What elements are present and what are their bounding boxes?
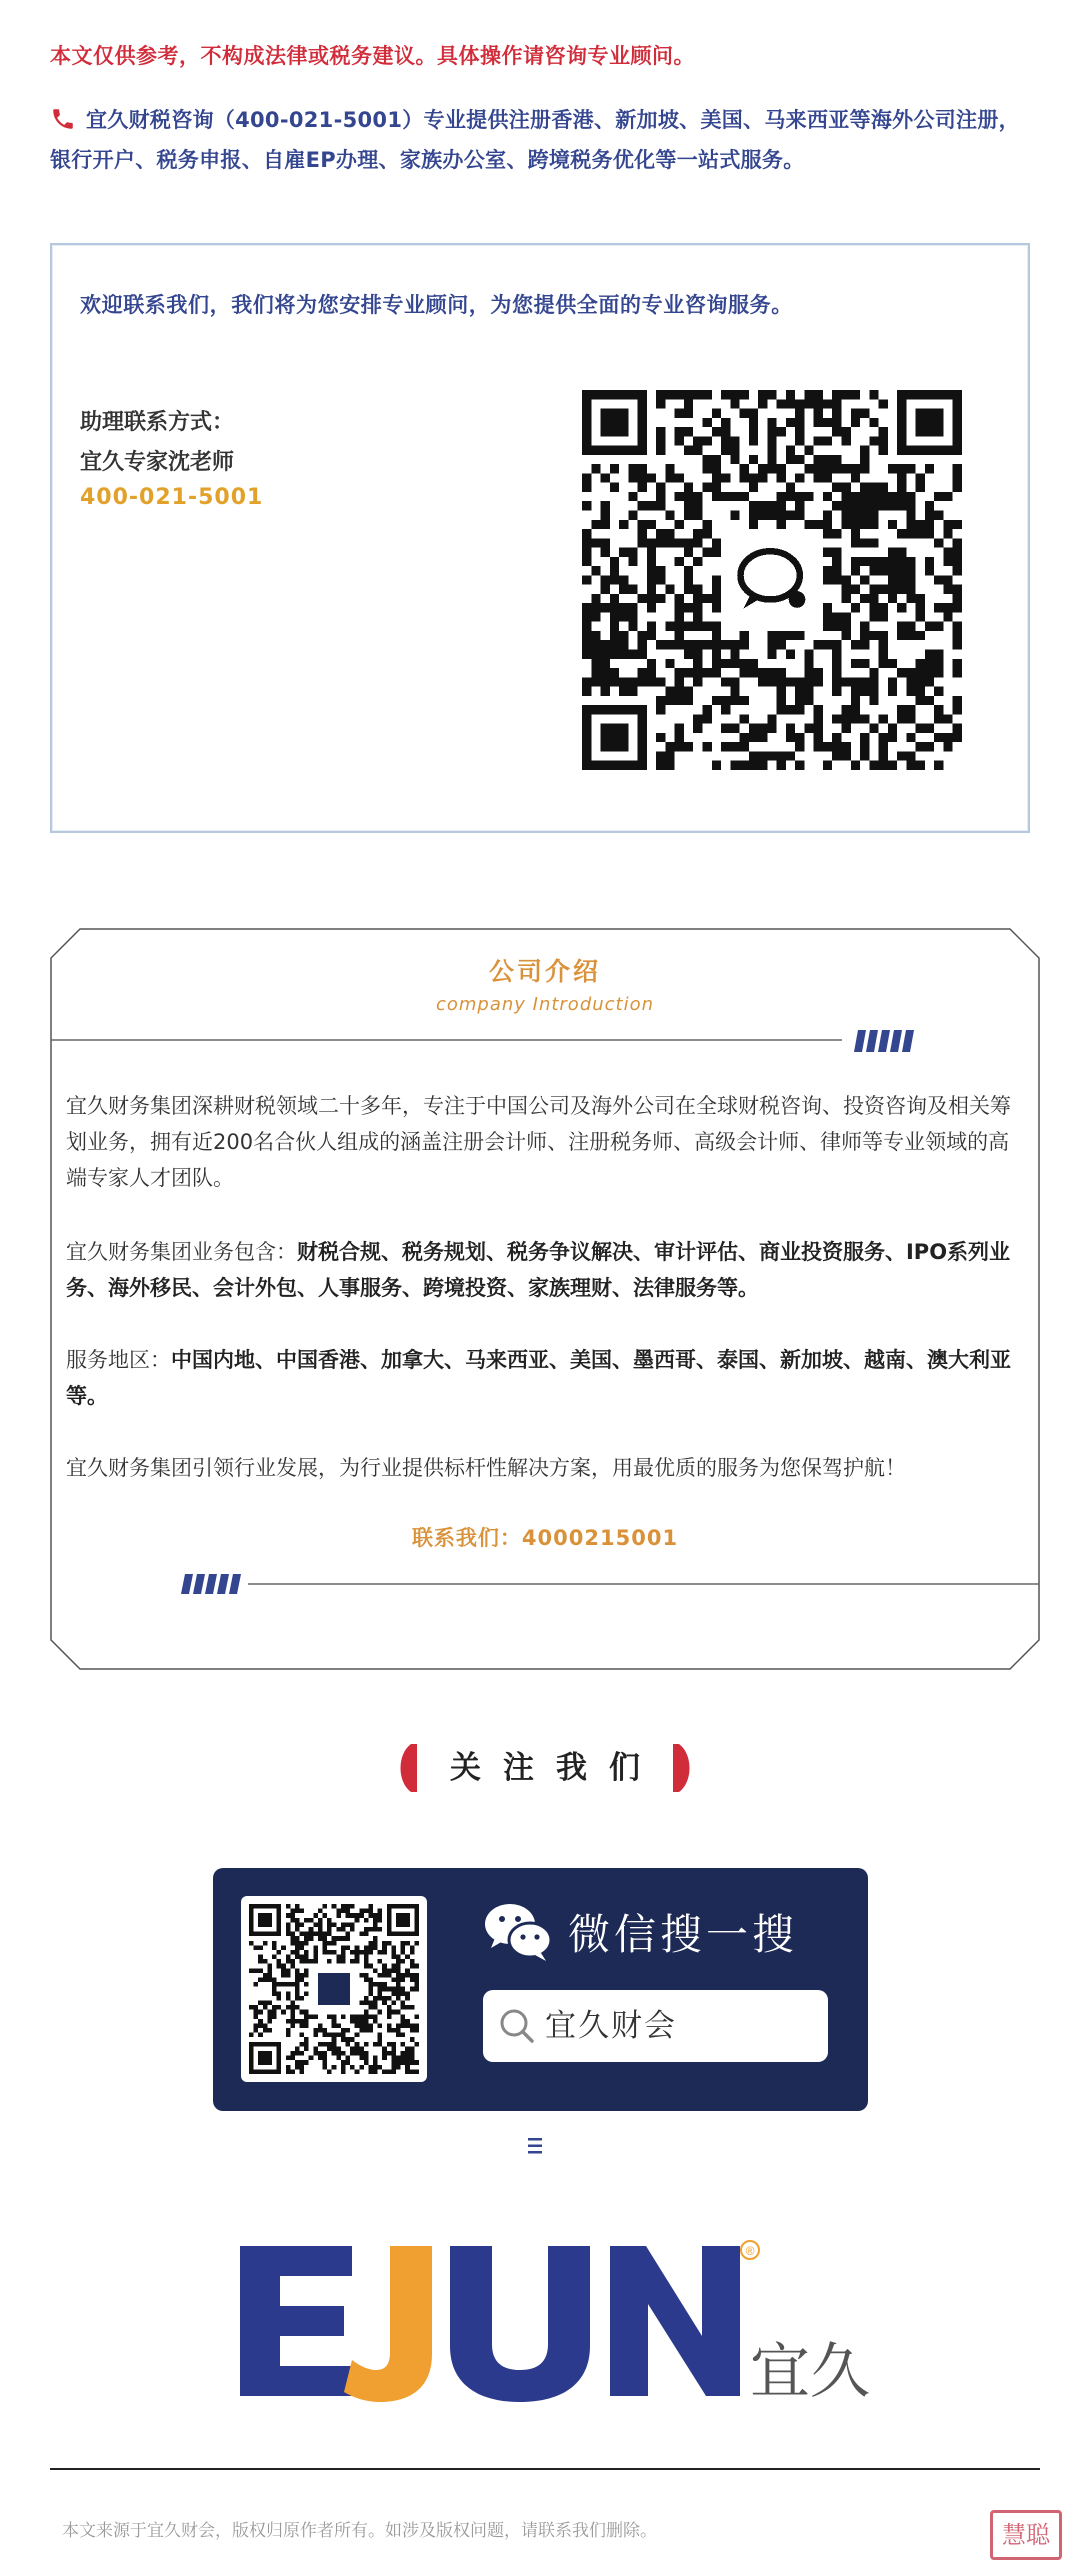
intro-paragraph-3 [66, 1342, 1026, 1414]
assistant-phone[interactable]: 400-021-5001 [80, 485, 264, 510]
wechat-search-keyword: 宜久财会 [545, 2008, 677, 2044]
contact-title: 欢迎联系我们，我们将为您安排专业顾问，为您提供全面的专业咨询服务。 [80, 293, 793, 317]
follow-us-text: 关注我们 [450, 1750, 662, 1786]
copyright-note: 本文来源于宜久财会，版权归原作者所有。如涉及版权问题，请联系我们删除。 [62, 2521, 657, 2541]
wechat-search-box[interactable] [483, 1990, 828, 2062]
intro-contact-line[interactable]: 联系我们：4000215001 [411, 1526, 679, 1550]
service-intro [50, 100, 1040, 180]
service-text: 宜久财税咨询（400-021-5001）专业提供注册香港、新加坡、美国、马来西亚等海外公司注册，银行开户、税务申报、自雇EP办理、家族办公室、跨境税务优化等一站式服务。 [50, 108, 1020, 172]
phone-icon [50, 106, 76, 132]
region-label: 服务地区： [66, 1348, 171, 1372]
intro-paragraph-2 [66, 1234, 1026, 1306]
company-intro-card [50, 928, 1040, 1670]
follow-us-heading [395, 1740, 695, 1796]
menu-lines-icon [525, 2136, 545, 2156]
watermark-seal: 慧聪 [990, 2510, 1062, 2560]
footer-divider [50, 2468, 1040, 2470]
business-list: 财税合规、税务规划、税务争议解决、审计评估、商业投资服务、IPO系列业务、海外移民、会计外包、人事服务、跨境投资、家族理财、法律服务等。 [66, 1240, 1011, 1300]
intro-paragraph-4: 宜久财务集团引领行业发展，为行业提供标杆性解决方案，用最优质的服务为您保驾护航！ [66, 1456, 906, 1480]
disclaimer-text: 本文仅供参考，不构成法律或税务建议。具体操作请咨询专业顾问。 [50, 44, 695, 68]
ejun-logo [240, 2232, 880, 2402]
ejun-wordmark [240, 2246, 740, 2402]
assistant-label: 助理联系方式： [80, 410, 235, 435]
wechat-qr-code-icon[interactable] [582, 390, 962, 770]
wechat-search-banner[interactable] [213, 1868, 868, 2111]
assistant-name: 宜久专家沈老师 [80, 450, 235, 475]
region-list: 中国内地、中国香港、加拿大、马来西亚、美国、墨西哥、泰国、新加坡、越南、澳大利亚等。 [66, 1348, 1011, 1408]
search-icon [497, 2006, 537, 2046]
business-label: 宜久财务集团业务包含： [66, 1240, 297, 1264]
wechat-qr-frame [241, 1896, 427, 2082]
wechat-search-title: 微信搜一搜 [568, 1910, 799, 1959]
intro-title: 公司介绍 [488, 957, 601, 986]
intro-paragraph-1: 宜久财务集团深耕财税领域二十多年，专注于中国公司及海外公司在全球财税咨询、投资咨询及相关筹划业务，拥有近200名合伙人组成的涵盖注册会计师、注册税务师、高级会计师、律师等专业领域的高端专家人才团队。 [66, 1094, 1011, 1190]
logo-chinese-name: 宜久 [750, 2337, 870, 2402]
registered-mark: ® [745, 2244, 755, 2258]
intro-subtitle: company Introduction [435, 994, 655, 1015]
wechat-icon [483, 1900, 553, 1962]
official-account-qr-code-icon[interactable] [249, 1904, 419, 2074]
contact-card [50, 243, 1030, 833]
